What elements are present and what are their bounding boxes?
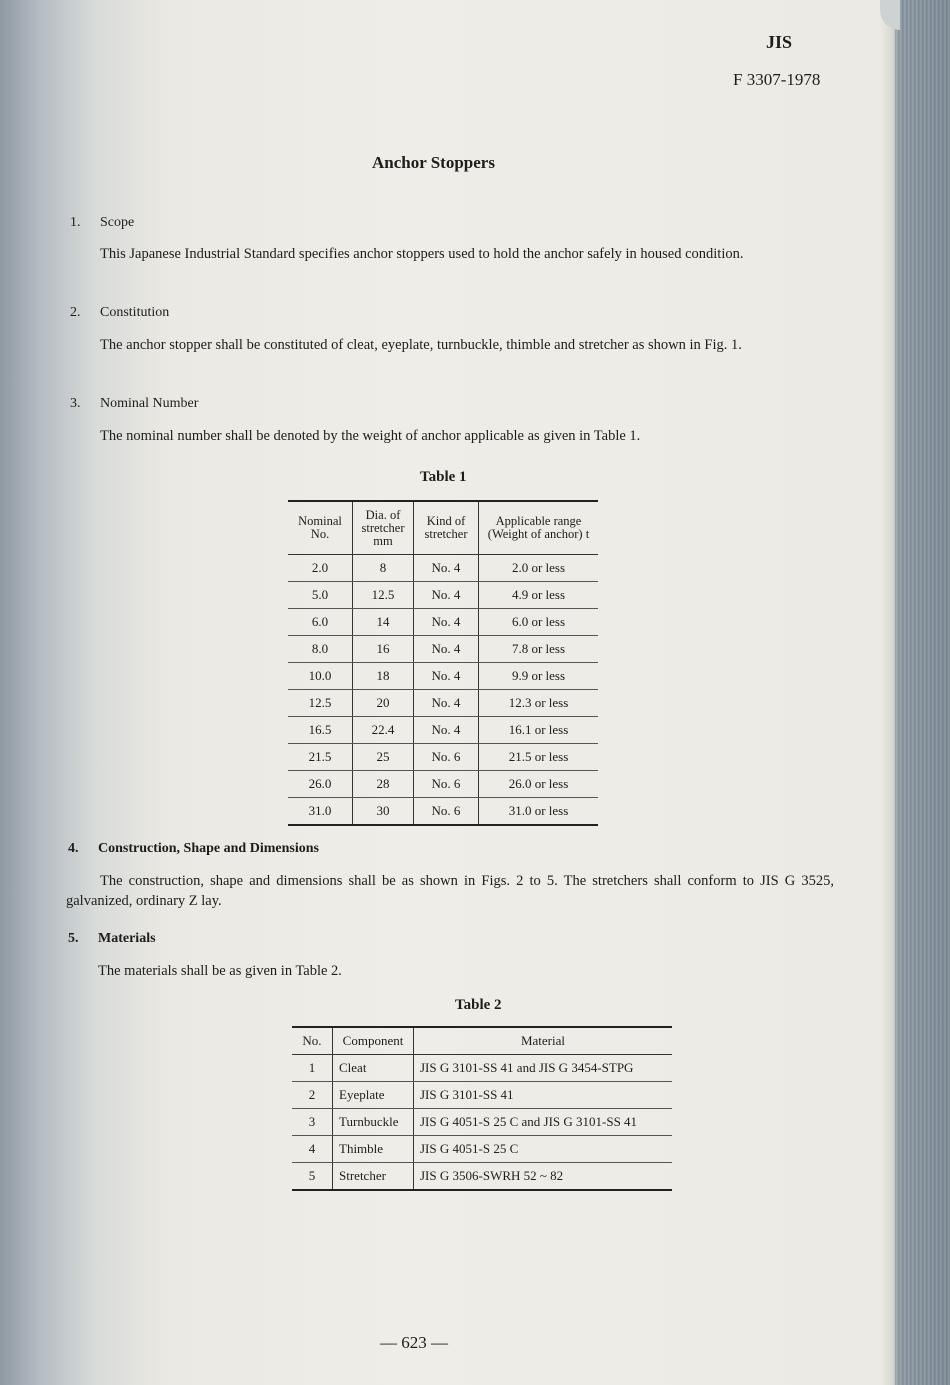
table1-cell: No. 4	[414, 717, 479, 744]
table1-cell: 12.5	[288, 690, 353, 717]
table2-row	[292, 1136, 672, 1163]
page-edge-stack	[895, 0, 950, 1385]
table1-cell: 12.3 or less	[479, 690, 599, 717]
table1-cell: 26.0 or less	[479, 771, 599, 798]
table1-cell: No. 6	[414, 798, 479, 826]
table2-header-row	[292, 1027, 672, 1055]
table1-cell: 2.0 or less	[479, 555, 599, 582]
table1-cell: No. 6	[414, 771, 479, 798]
header-standard-number: F 3307-1978	[733, 70, 821, 89]
table1-row	[288, 690, 598, 717]
table2-cell: Stretcher	[333, 1163, 414, 1191]
table2-cell: 5	[292, 1163, 333, 1191]
section-heading: Construction, Shape and Dimensions	[98, 841, 319, 856]
table2-cell: Eyeplate	[333, 1082, 414, 1109]
table1-row	[288, 771, 598, 798]
table2-cell: JIS G 4051-S 25 C	[414, 1136, 673, 1163]
section-constitution-heading	[70, 305, 169, 321]
table2-caption: Table 2	[455, 997, 502, 1013]
table1-cell: 5.0	[288, 582, 353, 609]
page-number: — 623 —	[380, 1333, 448, 1352]
table1-cell: 28	[353, 771, 414, 798]
table1-cell: 30	[353, 798, 414, 826]
section-heading: Materials	[98, 931, 156, 946]
table2-cell: 2	[292, 1082, 333, 1109]
table2-body	[292, 1055, 672, 1191]
table1-row	[288, 555, 598, 582]
table1-row	[288, 663, 598, 690]
page-title: Anchor Stoppers	[372, 153, 495, 172]
section-materials-text: The materials shall be as given in Table 2.	[98, 963, 342, 979]
table2-row	[292, 1082, 672, 1109]
header-series: JIS	[766, 32, 793, 52]
table1-cell: 16	[353, 636, 414, 663]
table1-row	[288, 717, 598, 744]
table2-cell: JIS G 3506-SWRH 52 ~ 82	[414, 1163, 673, 1191]
table2-header-material: Material	[414, 1027, 673, 1055]
table1-body	[288, 555, 598, 826]
table1-header-nominal: Nominal No.	[288, 501, 353, 555]
table1-cell: No. 6	[414, 744, 479, 771]
table2-cell: Turnbuckle	[333, 1109, 414, 1136]
table2	[292, 1026, 672, 1191]
table1-cell: 14	[353, 609, 414, 636]
table1-cell: 10.0	[288, 663, 353, 690]
table1-cell: 4.9 or less	[479, 582, 599, 609]
section-number: 5.	[68, 931, 79, 946]
table1-caption: Table 1	[420, 469, 467, 485]
table1-header-row	[288, 501, 598, 555]
table1-cell: 21.5	[288, 744, 353, 771]
table1-header-kind: Kind of stretcher	[414, 501, 479, 555]
table2-cell: Thimble	[333, 1136, 414, 1163]
table1-cell: 8	[353, 555, 414, 582]
table1-cell: No. 4	[414, 690, 479, 717]
section-nominal-number-heading	[70, 396, 198, 412]
section-heading: Nominal Number	[100, 396, 199, 411]
table1-cell: No. 4	[414, 636, 479, 663]
table1-cell: 16.5	[288, 717, 353, 744]
table2-cell: 1	[292, 1055, 333, 1082]
table1-cell: 22.4	[353, 717, 414, 744]
section-construction-heading	[68, 841, 319, 857]
table2-row	[292, 1109, 672, 1136]
table2-cell: JIS G 3101-SS 41 and JIS G 3454-STPG	[414, 1055, 673, 1082]
table2-row	[292, 1055, 672, 1082]
table2-cell: 3	[292, 1109, 333, 1136]
table1-cell: 7.8 or less	[479, 636, 599, 663]
table1-cell: No. 4	[414, 609, 479, 636]
page-corner-curl	[880, 0, 900, 30]
section-constitution-text: The anchor stopper shall be constituted of cleat, eyeplate, turnbuckle, thimble and stretcher as shown in Fig. 1.	[100, 337, 742, 353]
section-heading: Constitution	[100, 305, 170, 320]
table1-row	[288, 582, 598, 609]
table1-cell: 20	[353, 690, 414, 717]
table1-cell: 6.0	[288, 609, 353, 636]
section-nominal-number-text: The nominal number shall be denoted by the weight of anchor applicable as given in Table 1.	[100, 428, 641, 444]
table2-header-no: No.	[292, 1027, 333, 1055]
table1	[288, 500, 598, 826]
section-materials-heading	[68, 931, 156, 947]
table2-cell: Cleat	[333, 1055, 414, 1082]
table1-header-diameter: Dia. of stretcher mm	[353, 501, 414, 555]
table1-cell: 8.0	[288, 636, 353, 663]
table1-cell: 2.0	[288, 555, 353, 582]
table1-row	[288, 798, 598, 826]
table1-cell: No. 4	[414, 582, 479, 609]
section-number: 1.	[70, 215, 81, 230]
section-scope-heading	[70, 215, 134, 231]
table2-header-component: Component	[333, 1027, 414, 1055]
table1-header-range: Applicable range (Weight of anchor) t	[479, 501, 599, 555]
table1-cell: No. 4	[414, 663, 479, 690]
table1-cell: 12.5	[353, 582, 414, 609]
section-number: 4.	[68, 841, 79, 856]
table2-row	[292, 1163, 672, 1191]
table1-cell: No. 4	[414, 555, 479, 582]
section-number: 2.	[70, 305, 81, 320]
table1-cell: 16.1 or less	[479, 717, 599, 744]
table1-cell: 25	[353, 744, 414, 771]
table1-cell: 6.0 or less	[479, 609, 599, 636]
table1-cell: 26.0	[288, 771, 353, 798]
table1-row	[288, 636, 598, 663]
section-number: 3.	[70, 396, 81, 411]
table1-cell: 9.9 or less	[479, 663, 599, 690]
table1-cell: 31.0	[288, 798, 353, 826]
table1-cell: 21.5 or less	[479, 744, 599, 771]
table1-cell: 18	[353, 663, 414, 690]
table1-row	[288, 744, 598, 771]
table2-cell: 4	[292, 1136, 333, 1163]
table2-cell: JIS G 4051-S 25 C and JIS G 3101-SS 41	[414, 1109, 673, 1136]
table1-row	[288, 609, 598, 636]
section-construction-text: The construction, shape and dimensions shall be as shown in Figs. 2 to 5. The stretchers shall conform to JIS G 3525, galvanized, ordinary Z lay.	[66, 873, 834, 909]
table2-cell: JIS G 3101-SS 41	[414, 1082, 673, 1109]
section-heading: Scope	[100, 215, 135, 230]
table1-cell: 31.0 or less	[479, 798, 599, 826]
section-scope-text: This Japanese Industrial Standard specifies anchor stoppers used to hold the anchor safely in housed condition.	[100, 246, 744, 262]
